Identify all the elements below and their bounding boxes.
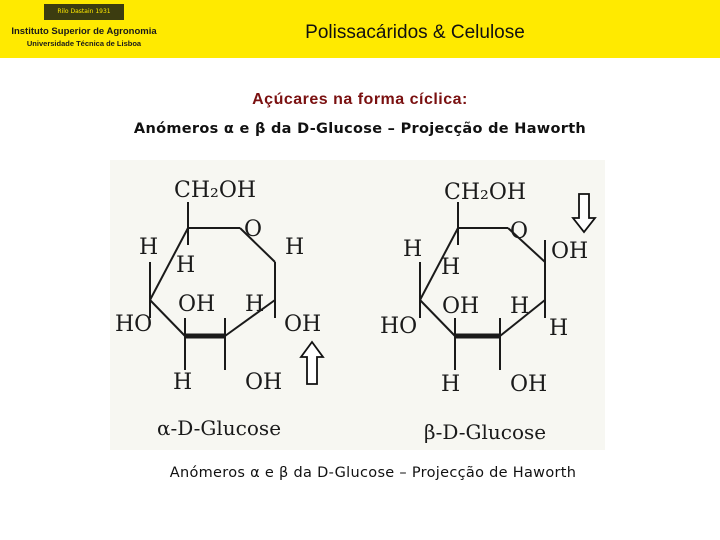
- beta-ch2oh-label: CH₂OH: [444, 180, 527, 205]
- alpha-ring-oxygen-label: O: [244, 217, 263, 242]
- logo-institute-name: Instituto Superior de Agronomia: [11, 26, 157, 37]
- slide-subtitle: Açúcares na forma cíclica:: [252, 91, 468, 108]
- beta-c5-h-label: H: [441, 255, 461, 280]
- alpha-glucose-name: α-D-Glucose: [157, 416, 282, 440]
- alpha-c2-h-label: H: [245, 292, 265, 317]
- beta-c2-h-label: H: [510, 294, 530, 319]
- alpha-c5-h-label: H: [176, 253, 196, 278]
- slide-description: Anómeros α e β da D-Glucose – Projecção de Haworth: [133, 121, 587, 137]
- figure-caption: Anómeros α e β da D-Glucose – Projecção de Haworth: [169, 465, 577, 481]
- beta-c2-oh-label: OH: [510, 372, 548, 397]
- beta-c4-h-label: H: [403, 237, 423, 262]
- beta-c3-h-label: H: [441, 372, 461, 397]
- alpha-c1-h-label: H: [285, 235, 305, 260]
- alpha-c4-h-label: H: [139, 235, 159, 260]
- beta-glucose-name: β-D-Glucose: [424, 420, 547, 444]
- logo-badge: Rilo Dastain 1931: [44, 4, 124, 20]
- beta-c1-oh-label: OH: [551, 239, 589, 264]
- beta-c1-h-label: H: [549, 316, 569, 341]
- alpha-ch2oh-label: CH₂OH: [174, 178, 257, 203]
- alpha-c1-oh-label: OH: [284, 312, 322, 337]
- alpha-c2-oh-label: OH: [245, 370, 283, 395]
- logo-university-name: Universidade Técnica de Lisboa: [26, 39, 142, 48]
- slide-title: Polissacáridos & Celulose: [305, 22, 525, 43]
- beta-ring-oxygen-label: O: [510, 219, 529, 244]
- alpha-c3-oh-label: OH: [178, 292, 216, 317]
- alpha-c4-oh-label: HO: [115, 312, 153, 337]
- beta-c4-oh-label: HO: [380, 314, 418, 339]
- alpha-c3-h-label: H: [173, 370, 193, 395]
- beta-c3-oh-label: OH: [442, 294, 480, 319]
